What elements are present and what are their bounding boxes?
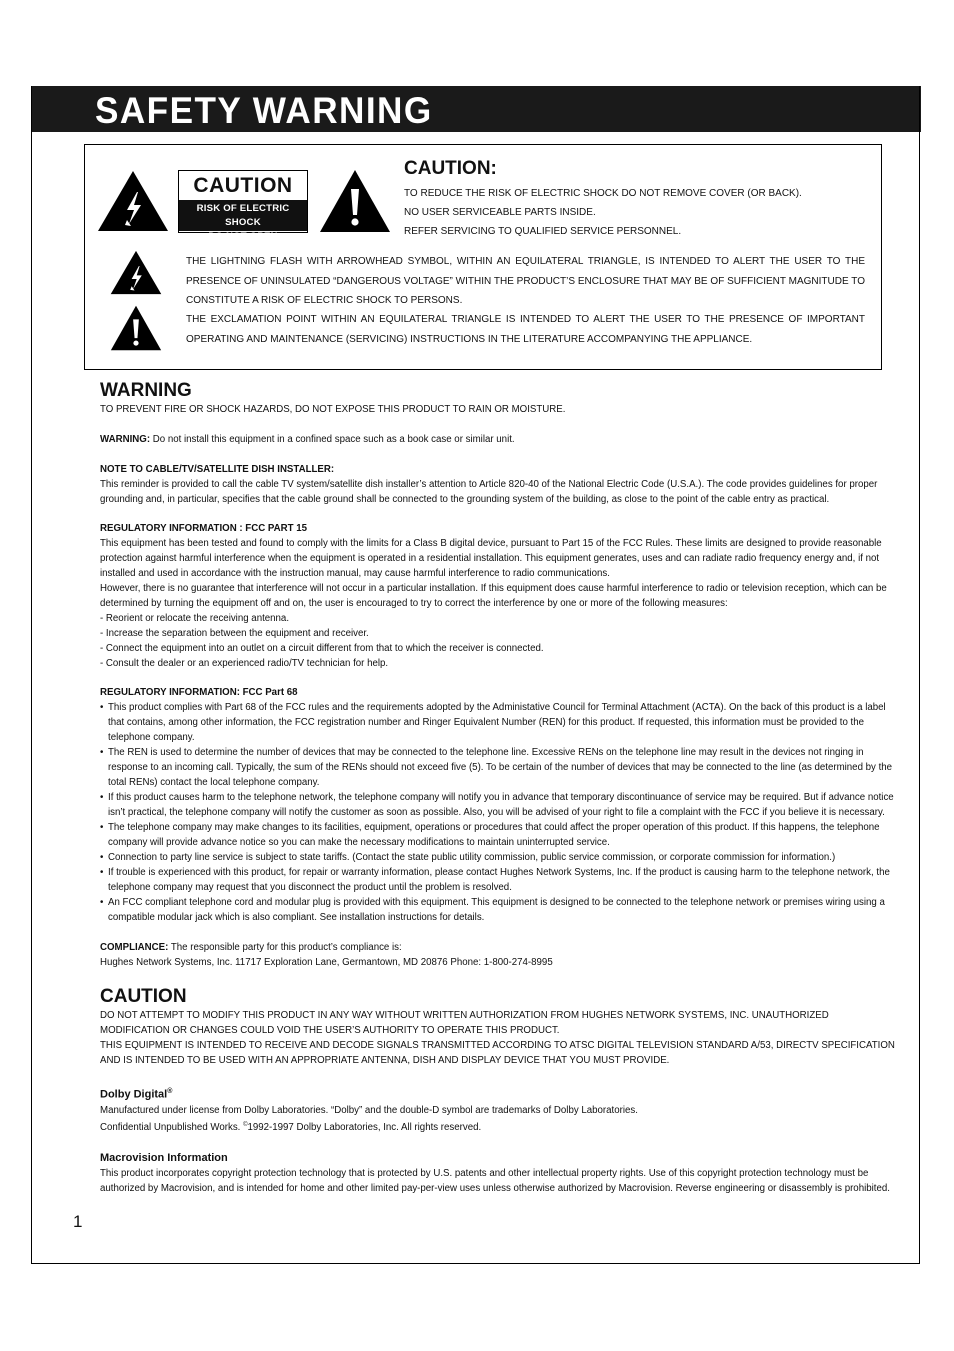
lightning-description: THE LIGHTNING FLASH WITH ARROWHEAD SYMBOL, WITHIN AN EQUILATERAL TRIANGLE, IS INTENDED TO ALERT THE USER TO THE PRESENCE OF UNINSULATED “DANGEROUS VOLTAGE” WITHIN THE PRODUCT’S ENCLOSURE THAT MAY BE OF SUFFICIENT MAGNITUDE TO CONSTITUTE A RISK OF ELECTRIC SHOCK TO PERSONS.: [186, 256, 865, 306]
fcc15-measures: [100, 611, 898, 671]
compliance-line: [100, 940, 898, 955]
lightning-triangle-icon: [97, 170, 169, 232]
dolby-line2b: 1992-1997 Dolby Laboratories, Inc. All rights reserved.: [247, 1121, 482, 1133]
list-item: • The REN is used to determine the number of devices that may be connected to the telephone line. Excessive RENs on the telephone line may result in the devices not ringing in response to an incoming call. Typically, the sum of the RENs should not exceed five (5). To be certain of the number of devices that may be connected to the line (as determined by the total RENs) contact the local telephone company.: [100, 745, 898, 790]
list-item: • Connection to party line service is subject to state tariffs. (Contact the state public utility commission, public service commission, or corporate commission for information.): [100, 850, 898, 865]
list-item: • An FCC compliant telephone cord and modular plug is provided with this equipment. This equipment is designed to be connected to the telephone network or premises wiring using a compatible modular jack which is also compliant. See installation instructions for details.: [100, 895, 898, 925]
fcc15-heading: REGULATORY INFORMATION : FCC PART 15: [100, 523, 308, 534]
macrovision-heading: Macrovision Information: [100, 1151, 228, 1164]
warning-text: Do not install this equipment in a confined space such as a book case or similar unit.: [150, 434, 515, 445]
page-number: 1: [73, 1212, 83, 1231]
list-item: - Connect the equipment into an outlet on a circuit different from that to which the receiver is connected.: [100, 643, 544, 654]
dolby-line2: [100, 1118, 898, 1135]
caution-paragraph1: DO NOT ATTEMPT TO MODIFY THIS PRODUCT IN ANY WAY WITHOUT WRITTEN AUTHORIZATION FROM HUGHES NETWORK SYSTEMS, INC. UNAUTHORIZED MODIFICATION OR CHANGES COULD VOID THE USER’S AUTHORITY TO OPERATE THIS PRODUCT.: [100, 1010, 829, 1036]
exclamation-description: THE EXCLAMATION POINT WITHIN AN EQUILATERAL TRIANGLE IS INTENDED TO ALERT THE USER TO THE PRESENCE OF IMPORTANT OPERATING AND MAINTENANCE (SERVICING) INSTRUCTIONS IN THE LITERATURE ACCOMPANYING THE APPLIANCE.: [186, 314, 865, 345]
cable-heading: NOTE TO CABLE/TV/SATELLITE DISH INSTALLER:: [100, 464, 335, 475]
caution-line: NO USER SERVICEABLE PARTS INSIDE.: [404, 207, 596, 218]
warning-note: [100, 432, 898, 447]
list-item: • If this product causes harm to the telephone network, the telephone company will notify you in advance that temporary discontinuance of service may be required. But if advance notice isn’t practical, the telephone company will notify the customer as soon as possible. Also, you will be advised of your right to file a complaint with the FCC if you believe it is necessary.: [100, 790, 898, 820]
page-title: SAFETY WARNING: [95, 90, 433, 131]
exclamation-triangle-icon: [319, 169, 391, 233]
caution-heading: CAUTION:: [404, 158, 497, 179]
caution-badge-line1: RISK OF ELECTRIC SHOCK: [196, 203, 290, 228]
list-item: - Reorient or relocate the receiving antenna.: [100, 613, 290, 624]
copyright-mark: ©: [243, 1121, 248, 1128]
dolby-heading: [100, 1084, 898, 1103]
warning-heading: WARNING: [100, 380, 192, 401]
list-item: • If trouble is experienced with this product, for repair or warranty information, please contact Hughes Network Systems, Inc. If the product is causing harm to the telephone network, the telephone company may request that you disconnect the product until the problem is resolved.: [100, 865, 898, 895]
caution-line: TO REDUCE THE RISK OF ELECTRIC SHOCK DO NOT REMOVE COVER (OR BACK).: [404, 188, 802, 199]
cable-text: This reminder is provided to call the cable TV system/satellite dish installer’s attention to Article 820-40 of the National Electric Code (U.S.A.). The code provides guidelines for proper grounding and, in particular, specifies that the cable ground shall be connected to the grounding system of the building, as close to the point of the cable entry as practical.: [100, 479, 878, 505]
caution-badge-title: CAUTION: [193, 174, 293, 197]
registered-mark: ®: [167, 1088, 173, 1095]
caution-line: REFER SERVICING TO QUALIFIED SERVICE PERSONNEL.: [404, 226, 682, 237]
caution-badge: [178, 170, 308, 242]
macrovision-text: This product incorporates copyright protection technology that is protected by U.S. patents and other intellectual property rights. Use of this copyright protection technology must be authorized by Macrovision, and is intended for home and other limited pay-per-view uses unless otherwise authorized by Macrovision. Reverse engineering or disassembly is prohibited.: [100, 1167, 890, 1194]
dolby-heading-text: Dolby Digital: [100, 1088, 168, 1101]
warning-line: TO PREVENT FIRE OR SHOCK HAZARDS, DO NOT EXPOSE THIS PRODUCT TO RAIN OR MOISTURE.: [100, 404, 566, 415]
caution-badge-line2: DO NOT OPEN: [208, 231, 278, 242]
compliance-label: COMPLIANCE:: [100, 942, 169, 953]
caution-paragraph2: THIS EQUIPMENT IS INTENDED TO RECEIVE AND DECODE SIGNALS TRANSMITTED ACCORDING TO ATSC DIGITAL TELEVISION STANDARD A/53, DIRECTV SPECIFICATION AND IS INTENDED TO BE USED WITH AN APPROPRIATE ANTENNA, DISH AND DISPLAY DEVICE THAT YOU MUST PROVIDE.: [100, 1040, 895, 1066]
dolby-line2a: Confidential Unpublished Works.: [100, 1121, 244, 1133]
compliance-address: Hughes Network Systems, Inc. 11717 Exploration Lane, Germantown, MD 20876 Phone: 1-800-274-8995: [100, 957, 553, 968]
list-item: • This product complies with Part 68 of the FCC rules and the requirements adopted by the Administative Council for Terminal Attachment (ACTA). On the back of this product is a label that contains, among other information, the FCC registration number and Ringer Equivalent Number (REN) for this product. If requested, this information must be provided to the telephone company.: [100, 700, 898, 745]
fcc15-paragraph2: However, there is no guarantee that interference will not occur in a particular installation. If this equipment does cause harmful interference to radio or television reception, which can be determined by turning the equipment off and on, the user is encouraged to try to correct the interference by one or more of the following measures:: [100, 583, 887, 609]
caution-section-heading: CAUTION: [100, 986, 187, 1007]
warning-label: WARNING:: [100, 434, 151, 445]
fcc68-list: [100, 700, 898, 925]
list-item: - Increase the separation between the equipment and receiver.: [100, 628, 369, 639]
list-item: • The telephone company may make changes to its facilities, equipment, operations or procedures that could affect the proper operation of this product. If this happens, the telephone company will provide advance notice so you can make the necessary modifications to maintain uninterrupted service.: [100, 820, 898, 850]
dolby-line1: Manufactured under license from Dolby Laboratories. “Dolby” and the double-D symbol are trademarks of Dolby Laboratories.: [100, 1104, 638, 1116]
fcc15-paragraph1: This equipment has been tested and found to comply with the limits for a Class B digital device, pursuant to Part 15 of the FCC Rules. These limits are designed to provide reasonable protection against harmful interference when the equipment is operated in a residential installation. This equipment generates, uses and can radiate radio frequency energy and, if not installed and used in accordance with the instruction manual, may cause harmful interference to radio communications.: [100, 538, 882, 579]
lightning-triangle-icon: [110, 250, 162, 295]
main-content: [100, 380, 898, 1196]
compliance-text: The responsible party for this product’s compliance is:: [168, 942, 402, 953]
exclamation-triangle-icon: [110, 305, 162, 351]
caution-lines: [404, 184, 802, 241]
fcc68-heading: REGULATORY INFORMATION: FCC Part 68: [100, 687, 298, 698]
list-item: - Consult the dealer or an experienced radio/TV technician for help.: [100, 658, 389, 669]
caution-badge-subtitle: [179, 200, 307, 242]
